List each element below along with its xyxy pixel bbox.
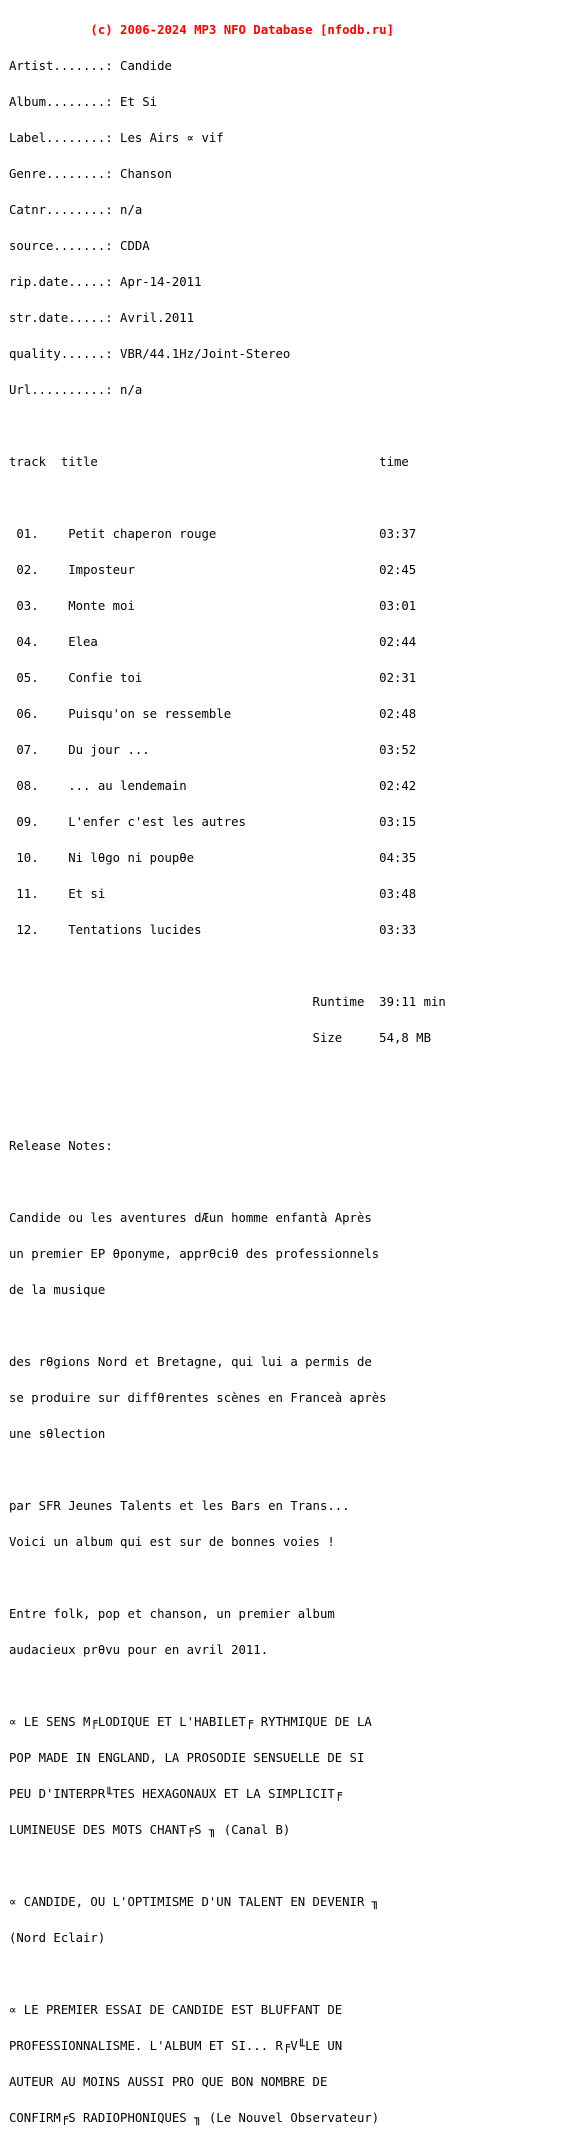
quote-line: ∝ CANDIDE, OU L'OPTIMISME D'UN TALENT EN DEVENIR ╖ [9, 1895, 380, 1909]
quote-line: CONFIRM╒S RADIOPHONIQUES ╖ (Le Nouvel Observateur) [9, 2111, 380, 2125]
url-line: Url..........: n/a [9, 383, 143, 397]
track-row: 10. Ni lθgo ni poupθe 04:35 [9, 851, 417, 865]
track-row: 07. Du jour ... 03:52 [9, 743, 417, 757]
track-row: 08. ... au lendemain 02:42 [9, 779, 417, 793]
quote-line: (Nord Eclair) [9, 1931, 106, 1945]
header-line: (c) 2006-2024 MP3 NFO Database [nfodb.ru] [9, 23, 394, 37]
str-date-line: str.date.....: Avril.2011 [9, 311, 195, 325]
artist-line: Artist.......: Candide [9, 59, 172, 73]
size-line: Size 54,8 MB [9, 1031, 431, 1045]
blank-line [9, 1104, 446, 1116]
quote-line: ∝ LE SENS M╒LODIQUE ET L'HABILET╒ RYTHMIQUE DE LA [9, 1715, 372, 1729]
nfo-text [9, 0, 446, 2136]
track-row: 02. Imposteur 02:45 [9, 563, 417, 577]
notes-line: un premier EP θponyme, apprθciθ des professionnels [9, 1247, 380, 1261]
genre-line: Genre........: Chanson [9, 167, 172, 181]
runtime-line: Runtime 39:11 min [9, 995, 446, 1009]
source-line: source.......: CDDA [9, 239, 150, 253]
track-row: 04. Elea 02:44 [9, 635, 417, 649]
album-line: Album........: Et Si [9, 95, 158, 109]
blank-line [9, 1680, 446, 1692]
notes-line: par SFR Jeunes Talents et les Bars en Trans... [9, 1499, 350, 1513]
notes-line: se produire sur diffθrentes scènes en Franceà après [9, 1391, 387, 1405]
blank-line [9, 1464, 446, 1476]
blank-line [9, 1068, 446, 1080]
quote-line: AUTEUR AU MOINS AUSSI PRO QUE BON NOMBRE DE [9, 2075, 328, 2089]
track-row: 03. Monte moi 03:01 [9, 599, 417, 613]
blank-line [9, 1320, 446, 1332]
notes-line: Candide ou les aventures dÆun homme enfantà Après [9, 1211, 372, 1225]
blank-line [9, 1860, 446, 1872]
quality-line: quality......: VBR/44.1Hz/Joint-Stereo [9, 347, 291, 361]
track-row: 12. Tentations lucides 03:33 [9, 923, 417, 937]
track-row: 11. Et si 03:48 [9, 887, 417, 901]
notes-line: de la musique [9, 1283, 106, 1297]
notes-line: Entre folk, pop et chanson, un premier album [9, 1607, 335, 1621]
rip-date-line: rip.date.....: Apr-14-2011 [9, 275, 202, 289]
notes-line: des rθgions Nord et Bretagne, qui lui a permis de [9, 1355, 372, 1369]
notes-line: une sθlection [9, 1427, 106, 1441]
notes-line: Voici un album qui est sur de bonnes voies ! [9, 1535, 335, 1549]
blank-line [9, 1968, 446, 1980]
quote-line: PEU D'INTERPR╙TES HEXAGONAUX ET LA SIMPLICIT╒ [9, 1787, 343, 1801]
track-row: 06. Puisqu'on se ressemble 02:48 [9, 707, 417, 721]
label-line: Label........: Les Airs ∝ vif [9, 131, 224, 145]
quote-line: LUMINEUSE DES MOTS CHANT╒S ╖ (Canal B) [9, 1823, 291, 1837]
track-row: 09. L'enfer c'est les autres 03:15 [9, 815, 417, 829]
blank-line [9, 960, 446, 972]
quote-line: PROFESSIONNALISME. L'ALBUM ET SI... R╒V╙LE UN [9, 2039, 343, 2053]
track-row: 01. Petit chaperon rouge 03:37 [9, 527, 417, 541]
tracklist-header: track title time [9, 455, 409, 469]
blank-line [9, 492, 446, 504]
blank-line [9, 1176, 446, 1188]
track-row: 05. Confie toi 02:31 [9, 671, 417, 685]
release-notes-heading: Release Notes: [9, 1139, 113, 1153]
quote-line: POP MADE IN ENGLAND, LA PROSODIE SENSUELLE DE SI [9, 1751, 365, 1765]
blank-line [9, 420, 446, 432]
notes-line: audacieux prθvu pour en avril 2011. [9, 1643, 269, 1657]
blank-line [9, 1572, 446, 1584]
quote-line: ∝ LE PREMIER ESSAI DE CANDIDE EST BLUFFANT DE [9, 2003, 343, 2017]
catnr-line: Catnr........: n/a [9, 203, 143, 217]
